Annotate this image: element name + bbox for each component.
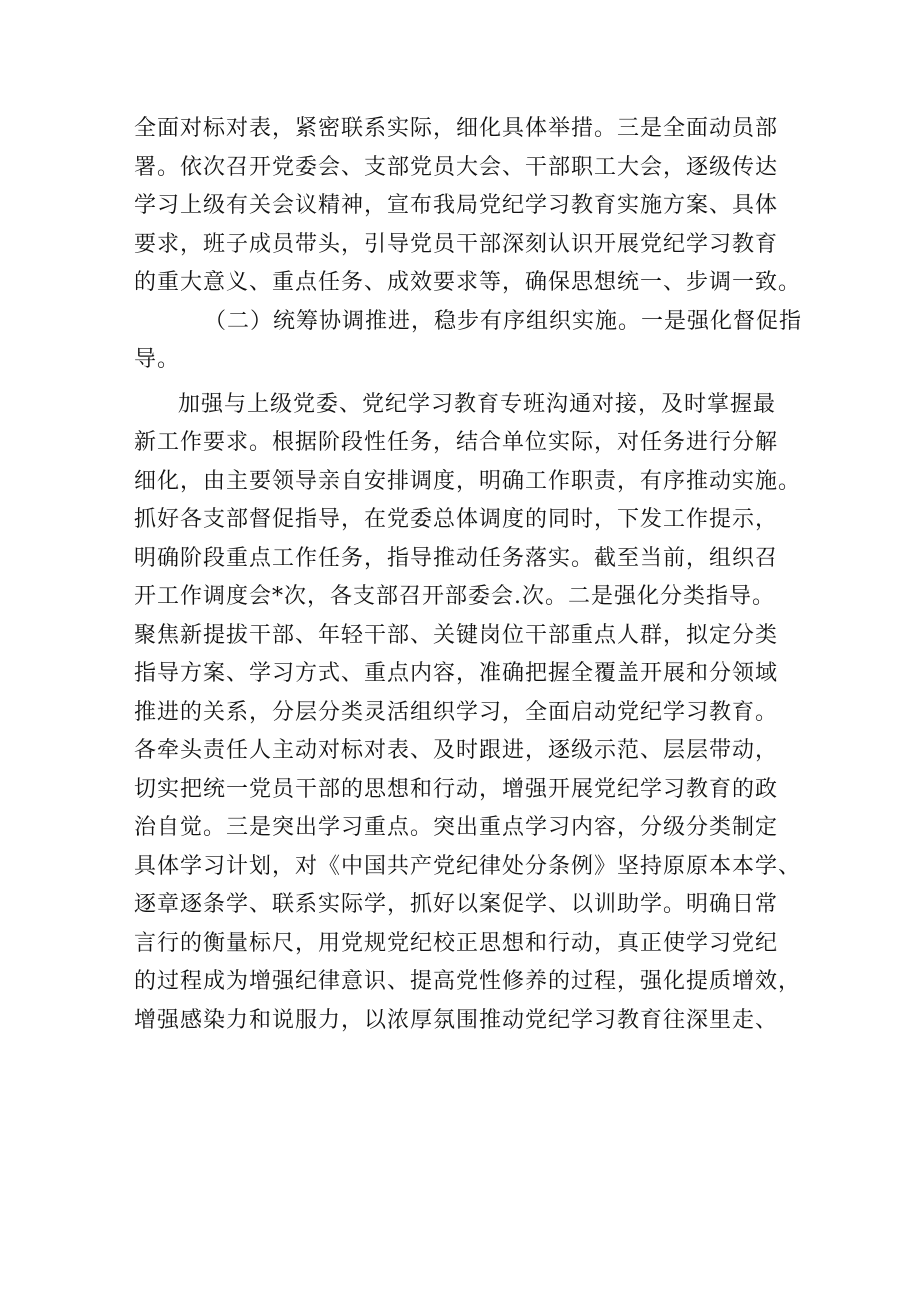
- text-line: 抓好各支部督促指导，在党委总体调度的同时，下发工作提示，: [134, 507, 779, 532]
- text-line: 开工作调度会*次，各支部召开部委会.次。二是强化分类指导。: [134, 584, 775, 609]
- text-line: 新工作要求。根据阶段性任务，结合单位实际，对任务进行分解: [134, 430, 779, 455]
- paragraph-3: [134, 386, 802, 1041]
- text-line: 各牵头责任人主动对标对表、及时跟进，逐级示范、层层带动，: [134, 738, 779, 763]
- text-line: 的过程成为增强纪律意识、提高党性修养的过程，强化提质增效，: [134, 969, 802, 994]
- text-line: 学习上级有关会议精神，宣布我局党纪学习教育实施方案、具体: [134, 193, 779, 218]
- section-heading-line: （二）统筹协调推进，稳步有序组织实施。一是强化督促指: [204, 308, 803, 334]
- text-line: 细化，由主要领导亲自安排调度，明确工作职责，有序推动实施。: [134, 468, 802, 494]
- text-line: 治自觉。三是突出学习重点。突出重点学习内容，分级分类制定: [134, 815, 779, 840]
- text-line: 增强感染力和说服力，以浓厚氛围推动党纪学习教育往深里走、: [134, 1007, 779, 1033]
- document-body: [134, 110, 803, 1040]
- paragraph-2-heading: [134, 303, 803, 380]
- text-line: 全面对标对表，紧密联系实际，细化具体举措。三是全面动员部: [134, 116, 779, 141]
- text-line: 指导方案、学习方式、重点内容，准确把握全覆盖开展和分领域: [134, 661, 779, 686]
- text-line: 逐章逐条学、联系实际学，抓好以案促学、以训助学。明确日常: [134, 892, 779, 917]
- text-line: 推进的关系，分层分类灵活组织学习，全面启动党纪学习教育。: [134, 699, 779, 725]
- paragraph-1: [134, 110, 802, 303]
- section-heading-line: 导。: [134, 347, 181, 372]
- text-line: 明确阶段重点工作任务，指导推动任务落实。截至当前，组织召: [134, 545, 779, 571]
- text-line: 的重大意义、重点任务、成效要求等，确保思想统一、步调一致。: [134, 270, 802, 295]
- text-line: 加强与上级党委、党纪学习教育专班沟通对接，及时掌握最: [178, 391, 777, 417]
- text-line: 切实把统一党员干部的思想和行动，增强开展党纪学习教育的政: [134, 776, 779, 802]
- text-line: 聚焦新提拔干部、年轻干部、关键岗位干部重点人群，拟定分类: [134, 622, 779, 648]
- text-line: 言行的衡量标尺，用党规党纪校正思想和行动，真正使学习党纪: [134, 930, 779, 956]
- text-line: 署。依次召开党委会、支部党员大会、干部职工大会，逐级传达: [134, 154, 779, 180]
- text-line: 具体学习计划，对《中国共产党纪律处分条例》坚持原原本本学、: [134, 853, 802, 879]
- text-line: 要求，班子成员带头，引导党员干部深刻认识开展党纪学习教育: [134, 231, 779, 257]
